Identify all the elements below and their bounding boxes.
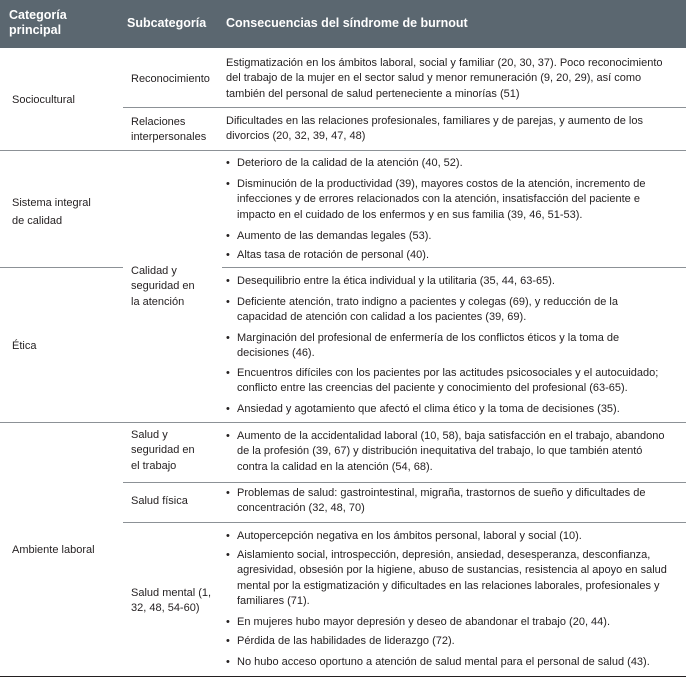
header-consecuencias: Consecuencias del síndrome de burnout xyxy=(226,16,468,30)
list-item: • Altas tasa de rotación de personal (40). xyxy=(226,248,429,263)
list-item: • Marginación del profesional de enfermería de los conflictos éticos y la toma de decisiones (46). xyxy=(226,332,620,360)
header-subcategoria: Subcategoría xyxy=(127,16,207,30)
subcategory-reconocimiento: Reconocimiento xyxy=(131,73,210,85)
rule-etica-bottom xyxy=(0,422,686,423)
bullet-icon: • xyxy=(226,178,230,190)
bullet-icon: • xyxy=(226,635,230,647)
list-item: • Aislamiento social, introspección, depresión, ansiedad, desesperanza, desconfianza, agresividad, obsesión por la higiene, abuso de sustancias, resistencia al apoyo en salud mental por la estigmatización y dificultades en las relaciones laborales, profesionales y familiares (71). xyxy=(226,549,667,608)
list-item: • No hubo acceso oportuno a atención de salud mental para el personal de salud (43). xyxy=(226,655,650,670)
subcategory-relaciones: Relaciones interpersonales xyxy=(131,116,207,144)
consequence-reconocimiento: Estigmatización en los ámbitos laboral, social y familiar (20, 30, 37). Poco reconocimiento del trabajo de la mujer en el sector salud y menor remuneración (9, 20, 29), así como también del personal de salud perteneciente a minorías (51) xyxy=(226,57,663,100)
consequence-relaciones: Dificultades en las relaciones profesionales, familiares y de parejas, y aumento de los divorcios (20, 32, 39, 47, 48) xyxy=(226,115,643,143)
bullet-icon: • xyxy=(226,332,230,344)
rule-sistema-bullets-bottom xyxy=(222,267,686,268)
bullet-icon: • xyxy=(226,296,230,308)
category-ambiente-laboral: Ambiente laboral xyxy=(12,544,95,556)
bullet-icon: • xyxy=(226,403,230,415)
subcategory-salud-fisica: Salud física xyxy=(131,495,188,507)
table-header xyxy=(0,0,686,48)
rule-salud-trabajo-bottom xyxy=(123,482,686,483)
bullet-icon: • xyxy=(226,230,230,242)
rule-salud-fisica-bottom xyxy=(123,522,686,523)
bullet-icon: • xyxy=(226,275,230,287)
list-item: • Deficiente atención, trato indigno a pacientes y colegas (69), y reducción de la capacidad de atención con calidad a los pacientes (39, 69). xyxy=(226,296,618,324)
rule-sociocultural-bottom xyxy=(0,150,686,151)
bullet-icon: • xyxy=(226,549,230,561)
list-item: • Autopercepción negativa en los ámbitos personal, laboral y social (10). xyxy=(226,529,582,544)
list-item: • Deterioro de la calidad de la atención (40, 52). xyxy=(226,156,463,171)
bullet-icon: • xyxy=(226,367,230,379)
subcategory-calidad: Calidad y seguridad en la atención xyxy=(131,265,195,308)
bullet-icon: • xyxy=(226,530,230,542)
rule-reconocimiento-bottom xyxy=(123,107,686,108)
list-item: • Disminución de la productividad (39), mayores costos de la atención, incremento de infecciones y de errores relacionados con la atención, insatisfacción del paciente e impacto en el cuidado de los enfermos y en sus familia (39, 46, 51-53). xyxy=(226,178,646,221)
list-item: • En mujeres hubo mayor depresión y deseo de abandonar el trabajo (20, 44). xyxy=(226,615,610,630)
subcategory-salud-mental: Salud mental (1, 32, 48, 54-60) xyxy=(131,587,212,615)
list-item: • Aumento de las demandas legales (53). xyxy=(226,229,431,244)
bullet-icon: • xyxy=(226,656,230,668)
list-item: • Ansiedad y agotamiento que afectó el clima ético y la toma de decisiones (35). xyxy=(226,402,620,417)
bullet-icon: • xyxy=(226,157,230,169)
list-item: • Encuentros difíciles con los pacientes por las actitudes psicosociales y el autocuidado; conflicto entre las creencias del paciente y conocimiento del profesional (63-65). xyxy=(226,367,659,395)
bullet-icon: • xyxy=(226,430,230,442)
bullet-icon: • xyxy=(226,249,230,261)
header-categoria: Categoría principal xyxy=(9,8,67,37)
list-item: • Aumento de la accidentalidad laboral (10, 58), baja satisfacción en el trabajo, abandono de la profesión (39, 67) y distribución inequitativa del trabajo, lo que también atentó contra la calidad en la atención (54, 68). xyxy=(226,430,665,473)
list-item: • Desequilibrio entre la ética individual y la utilitaria (35, 44, 63-65). xyxy=(226,274,555,289)
category-sociocultural: Sociocultural xyxy=(12,94,75,106)
category-etica: Ética xyxy=(12,340,37,352)
bullet-icon: • xyxy=(226,487,230,499)
subcategory-salud-trabajo: Salud y seguridad en el trabajo xyxy=(131,429,195,472)
rule-sistema-bottom xyxy=(0,267,123,268)
list-item: • Problemas de salud: gastrointestinal, migraña, trastornos de sueño y dificultades de concentración (32, 48, 70) xyxy=(226,487,646,515)
list-item: • Pérdida de las habilidades de liderazgo (72). xyxy=(226,634,455,649)
bullet-icon: • xyxy=(226,616,230,628)
category-sistema-integral: Sistema integral de calidad xyxy=(12,197,91,227)
